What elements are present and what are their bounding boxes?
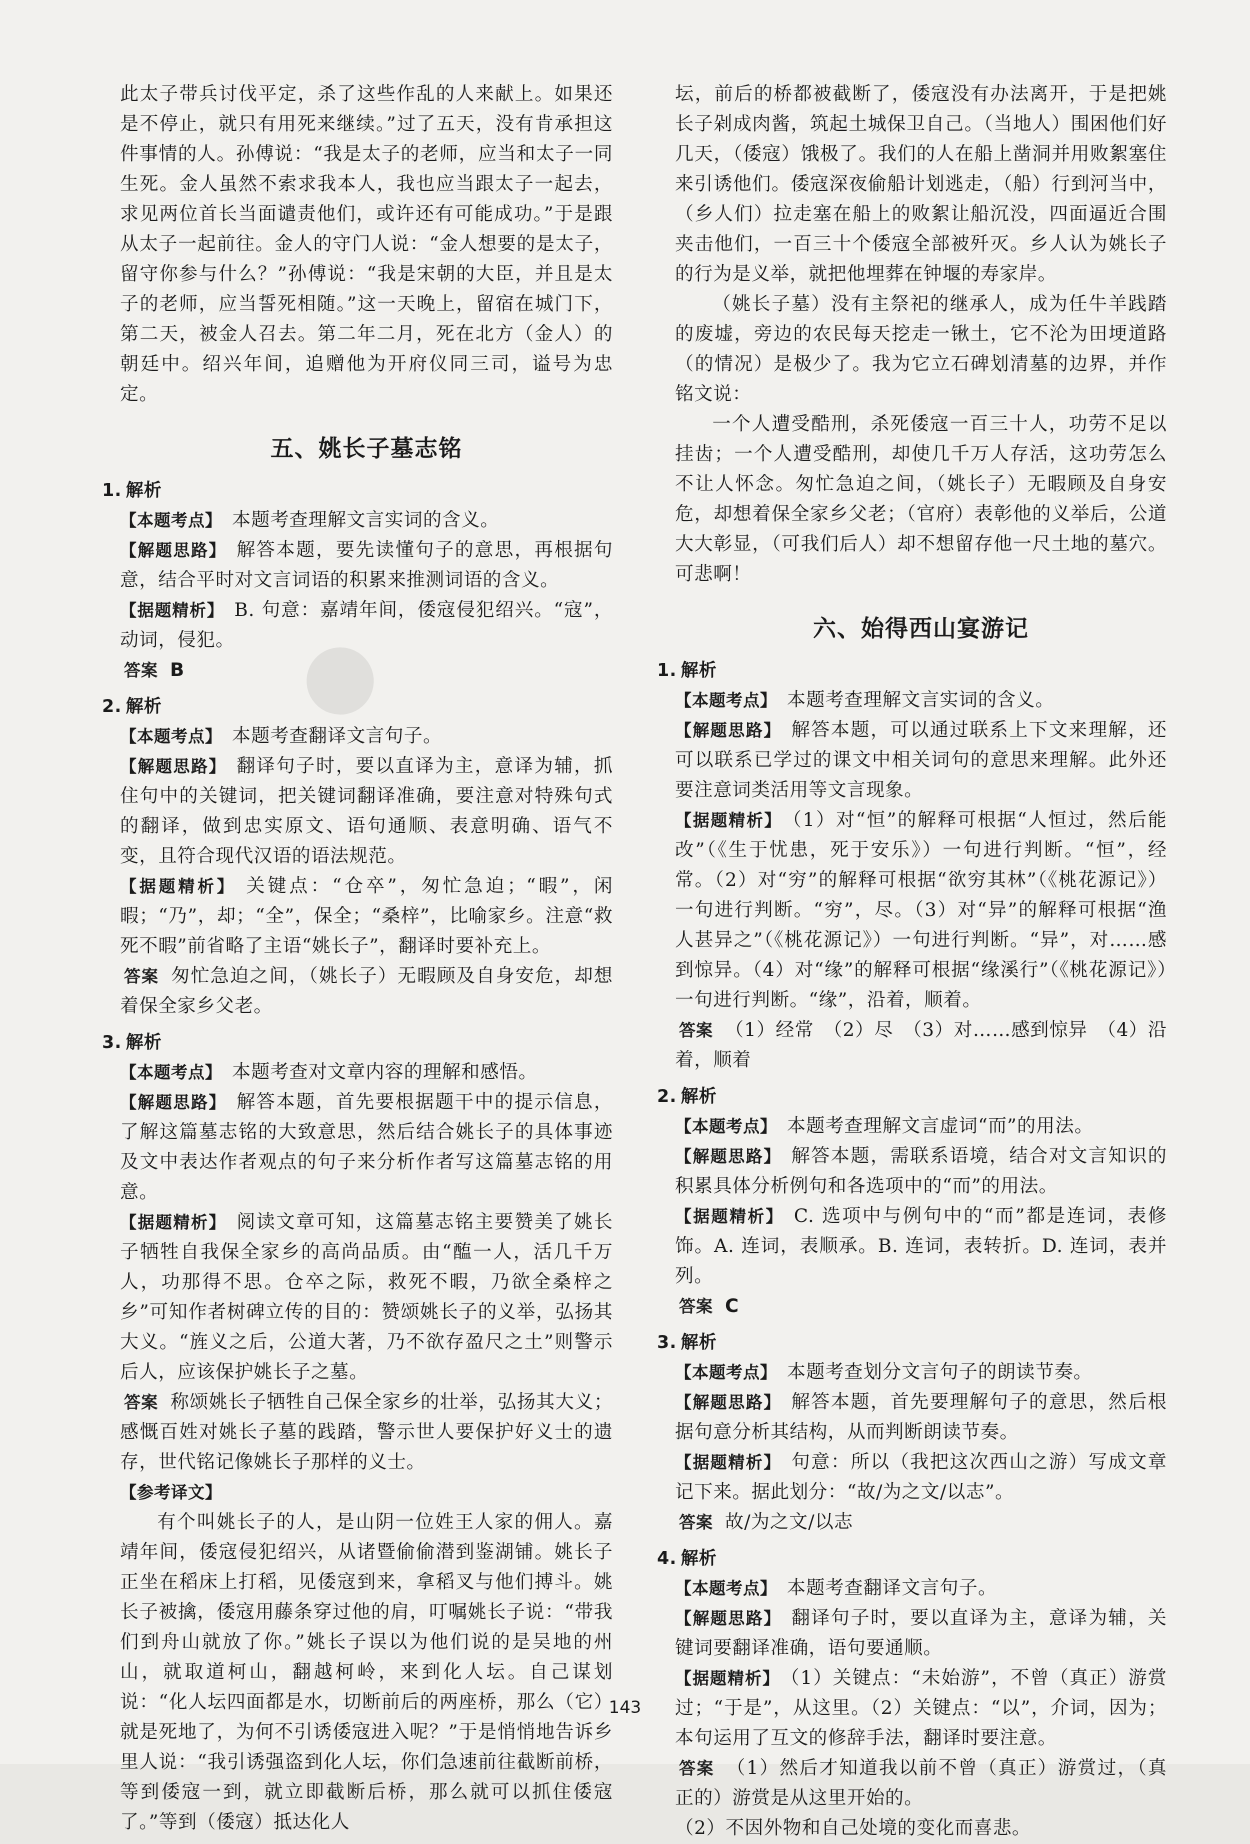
s6-q4-heading: 4. 解析 bbox=[657, 1549, 717, 1569]
s6-q3-heading: 3. 解析 bbox=[657, 1333, 717, 1353]
section-6-title: 六、始得西山宴游记 bbox=[813, 615, 1029, 642]
q2-point: 【本题考点】 本题考查翻译文言句子。 bbox=[120, 726, 443, 747]
s6-q3-detail: 【据题精析】 句意：所以（我把这次西山之游）写成文章记下来。据此划分：“故/为之文/以志”。 bbox=[675, 1452, 1167, 1503]
q1-point: 【本题考点】 本题考查理解文言实词的含义。 bbox=[120, 510, 500, 531]
q3-idea: 【解题思路】 解答本题，首先要根据题干中的提示信息，了解这篇墓志铭的大致意思，然后结合姚长子的具体事迹及文中表达作者观点的句子来分析作者写这篇墓志铭的用意。 bbox=[120, 1092, 613, 1203]
section-5-title: 五、姚长子墓志铭 bbox=[270, 435, 463, 462]
reference-translation-continued: 坛，前后的桥都被截断了，倭寇没有办法离开，于是把姚长子剁成肉酱，筑起土城保卫自己。（当地人）围困他们好几天，（倭寇）饿极了。我们的人在船上凿洞并用败絮塞住来引诱他们。倭寇深夜偷船计划逃走，（船）行到河当中，（乡人们）拉走塞在船上的败絮让船沉没，四面逼近合围夹击他们，一百三十个倭寇全部被歼灭。乡人认为姚长子的行为是义举，就把他埋葬在钟堰的寿家岸。 bbox=[675, 84, 1167, 285]
q1-answer: 答案 B bbox=[124, 660, 185, 681]
q1-detail: 【据题精析】 B. 句意：嘉靖年间，倭寇侵犯绍兴。“寇”，动词，侵犯。 bbox=[120, 600, 614, 651]
q2-answer: 答案 匆忙急迫之间，（姚长子）无暇顾及自身安危，却想着保全家乡父老。 bbox=[120, 966, 614, 1017]
s6-q2-heading: 2. 解析 bbox=[657, 1087, 717, 1107]
s6-q3-idea: 【解题思路】 解答本题，首先要理解句子的意思，然后根据句意分析其结构，从而判断朗读节奏。 bbox=[675, 1392, 1167, 1443]
intro-paragraph: 此太子带兵讨伐平定，杀了这些作乱的人来献上。如果还是不停止，就只有用死来继续。”过了五天，没有肯承担这件事情的人。孙傅说：“我是太子的老师，应当和太子一同生死。金人虽然不索求我本人，我也应当跟太子一起去，求见两位首长当面谴责他们，或许还有可能成功。”于是跟从太子一起前往。金人的守门人说：“金人想要的是太子，留守你参与什么？”孙傅说：“我是宋朝的大臣，并且是太子的老师，应当誓死相随。”这一天晚上，留宿在城门下，第二天，被金人召去。第二年二月，死在北方（金人）的朝廷中。绍兴年间，追赠他为开府仪同三司，谥号为忠定。 bbox=[120, 84, 613, 405]
q3-answer: 答案 称颂姚长子牺牲自己保全家乡的壮举，弘扬其大义；感慨百姓对姚长子墓的践踏，警示世人要保护好义士的遗存，世代铭记像姚长子那样的义士。 bbox=[120, 1392, 613, 1473]
s6-q1-idea: 【解题思路】 解答本题，可以通过联系上下文来理解，还可以联系已学过的课文中相关词句的意思来理解。此外还要注意词类活用等文言现象。 bbox=[675, 720, 1167, 801]
s6-q4-idea: 【解题思路】 翻译句子时，要以直译为主，意译为辅，关键词要翻译准确，语句要通顺。 bbox=[675, 1608, 1167, 1659]
q2-idea: 【解题思路】 翻译句子时，要以直译为主，意译为辅，抓住句中的关键词，把关键词翻译准确，要注意对特殊句式的翻译，做到忠实原文、语句通顺、表意明确、语气不变，且符合现代汉语的语法规范。 bbox=[120, 756, 613, 867]
reference-translation-p2: （姚长子墓）没有主祭祀的继承人，成为任牛羊践踏的废墟，旁边的农民每天挖走一锹土，它不沦为田埂道路（的情况）是极少了。我为它立石碑划清墓的边界，并作铭文说： bbox=[675, 294, 1167, 405]
reference-translation-paragraph: 有个叫姚长子的人，是山阴一位姓王人家的佣人。嘉靖年间，倭寇侵犯绍兴，从诸暨偷偷潜到鉴湖铺。姚长子正坐在稻床上打稻，见倭寇到来，拿稻叉与他们搏斗。姚长子被擒，倭寇用藤条穿过他的肩，叮嘱姚长子说：“带我们到舟山就放了你。”姚长子误以为他们说的是吴地的州山，就取道柯山，翻越柯岭，来到化人坛。自己谋划说：“化人坛四面都是水，切断前后的两座桥，那么（它）就是死地了，为何不引诱倭寇进入呢？”于是悄悄地告诉乡里人说：“我引诱强盗到化人坛，你们急速前往截断前桥，等到倭寇一到，就立即截断后桥，那么就可以抓住倭寇了。”等到（倭寇）抵达化人 bbox=[120, 1512, 613, 1833]
s6-q2-point: 【本题考点】 本题考查理解文言虚词“而”的用法。 bbox=[675, 1116, 1094, 1137]
s6-q2-detail: 【据题精析】 C. 选项中与例句中的“而”都是连词，表修饰。A. 连词，表顺承。B. 连词，表转折。D. 连词，表并列。 bbox=[675, 1206, 1167, 1287]
s6-q4-detail: 【据题精析】 （1）关键点：“未始游”，不曾（真正）游赏过；“于是”，从这里。（2）关键点：“以”，介词，因为；本句运用了互文的修辞手法，翻译时要注意。 bbox=[675, 1668, 1167, 1749]
reference-translation-p3: 一个人遭受酷刑，杀死倭寇一百三十人，功劳不足以挂齿；一个人遭受酷刑，却使几千万人存活，这功劳怎么不让人怀念。匆忙急迫之间，（姚长子）无暇顾及自身安危，却想着保全家乡父老；（官府）表彰他的义举后，公道大大彰显，（可我们后人）却不想留存他一尺土地的墓穴。可悲啊！ bbox=[675, 414, 1167, 585]
s6-q2-answer: 答案 C bbox=[679, 1296, 740, 1317]
watermark: ● bbox=[290, 611, 405, 732]
s6-q4-answer: 答案 （1）然后才知道我以前不曾（真正）游赏过，（真正的）游赏是从这里开始的。 bbox=[675, 1758, 1168, 1809]
s6-q2-idea: 【解题思路】 解答本题，需联系语境，结合对文言知识的积累具体分析例句和各选项中的“而”的用法。 bbox=[675, 1146, 1167, 1197]
s6-q1-answer: 答案 （1）经常 （2）尽 （3）对……感到惊异 （4）沿着，顺着 bbox=[675, 1020, 1168, 1071]
q2-detail: 【据题精析】 关键点：“仓卒”，匆忙急迫；“暇”，闲暇；“乃”，却；“全”，保全；“桑梓”，比喻家乡。注意“救死不暇”前省略了主语“姚长子”，翻译时要补充上。 bbox=[120, 876, 613, 957]
s6-q4-point: 【本题考点】 本题考查翻译文言句子。 bbox=[675, 1578, 998, 1599]
right-column bbox=[657, 80, 1168, 1844]
s6-q1-point: 【本题考点】 本题考查理解文言实词的含义。 bbox=[675, 690, 1055, 711]
s6-q4-answer-2: （2）不因外物和自己处境的变化而喜悲。 bbox=[675, 1818, 1032, 1839]
s6-q1-detail: 【据题精析】 （1）对“恒”的解释可根据“人恒过，然后能改”（《生于忧患，死于安乐》）一句进行判断。“恒”，经常。（2）对“穷”的解释可根据“欲穷其林”（《桃花源记》）一句进行判断。“穷”，尽。（3）对“异”的解释可根据“渔人甚异之”（《桃花源记》）一句进行判断。“异”，对……感到惊异。（4）对“缘”的解释可根据“缘溪行”（《桃花源记》）一句进行判断。“缘”，沿着，顺着。 bbox=[675, 810, 1167, 1011]
q3-point: 【本题考点】 本题考查对文章内容的理解和感悟。 bbox=[120, 1062, 538, 1083]
s6-q1-heading: 1. 解析 bbox=[657, 661, 717, 681]
left-column bbox=[102, 80, 614, 1838]
s6-q3-point: 【本题考点】 本题考查划分文言句子的朗读节奏。 bbox=[675, 1362, 1093, 1383]
q3-detail: 【据题精析】 阅读文章可知，这篇墓志铭主要赞美了姚长子牺牲自我保全家乡的高尚品质。由“醢一人，活几千万人，功那得不思。仓卒之际，救死不暇，乃欲全桑梓之乡”可知作者树碑立传的目的：赞颂姚长子的义举，弘扬其大义。“旌义之后，公道大著，乃不欲存盈尺之土”则警示后人，应该保护姚长子之墓。 bbox=[120, 1212, 613, 1383]
q1-idea: 【解题思路】 解答本题，要先读懂句子的意思，再根据句意，结合平时对文言词语的积累来推测词语的含义。 bbox=[120, 540, 613, 591]
page-number: 143 bbox=[608, 1698, 642, 1718]
q3-heading: 3. 解析 bbox=[102, 1033, 162, 1053]
reference-translation-label: 【参考译文】 bbox=[120, 1483, 222, 1502]
q2-heading: 2. 解析 bbox=[102, 697, 162, 717]
s6-q3-answer: 答案 故/为之文/以志 bbox=[679, 1512, 854, 1533]
q1-heading: 1. 解析 bbox=[102, 481, 162, 501]
